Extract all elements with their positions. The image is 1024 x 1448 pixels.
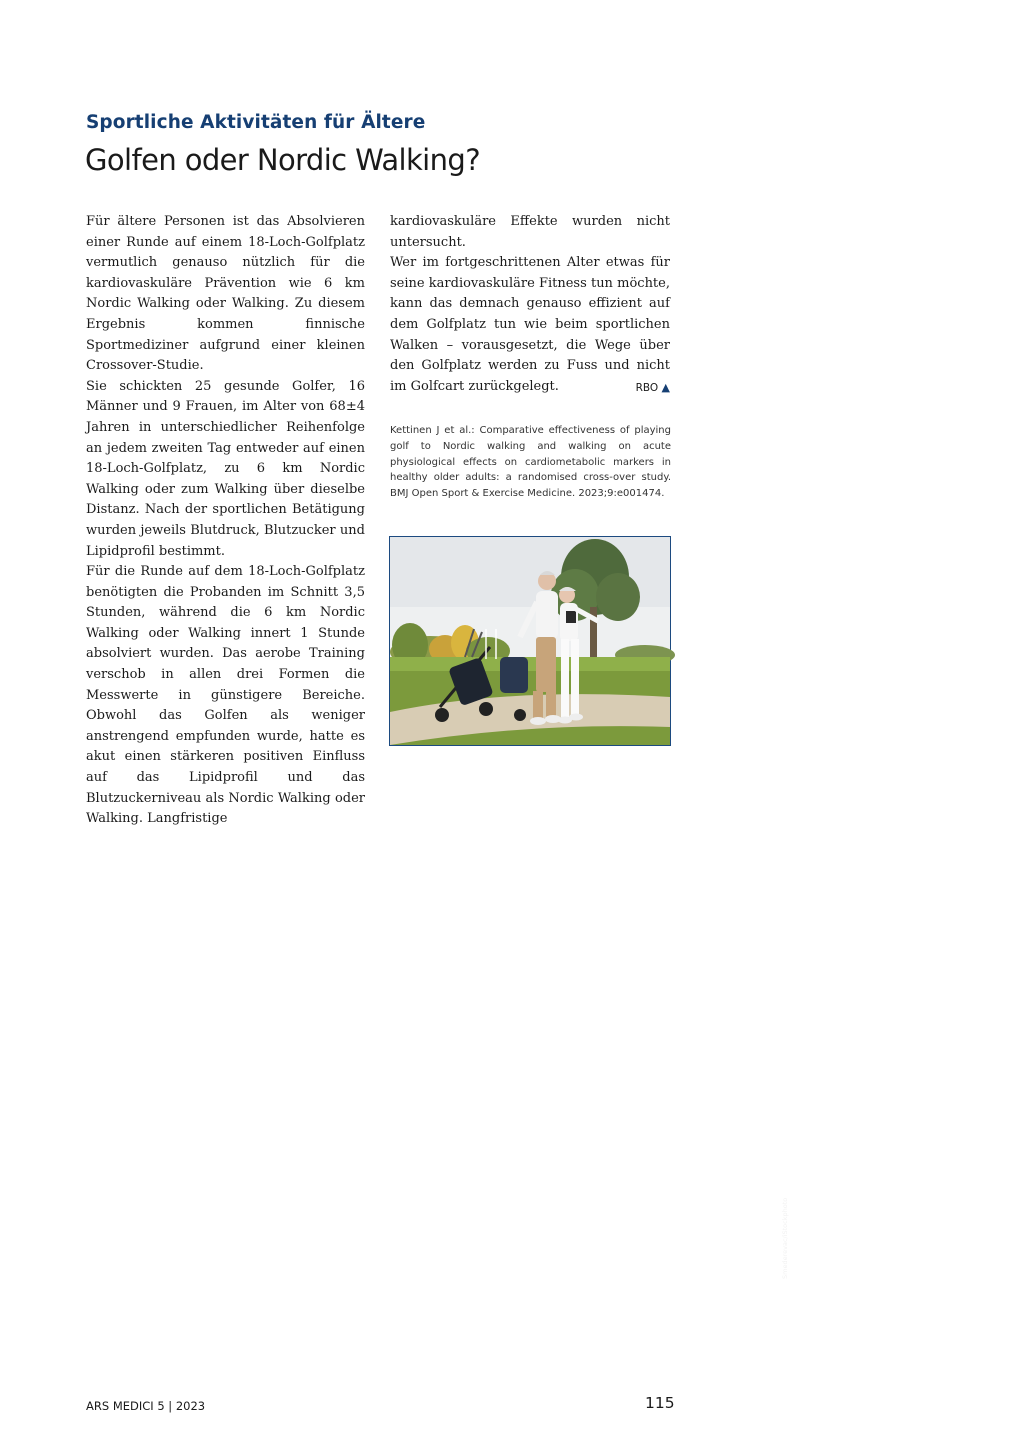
author-initials: RBO [635,381,659,394]
page-number: 115 [645,1394,675,1412]
reference-citation: Kettinen J et al.: Comparative effectiveness of playing golf to Nordic walking and walking on acute physiological effects on cardiometabolic markers in healthy older adults: a randomised cross-over study. BMJ Open Sport & Exercise Medicine. 2023;9:e001474. [390,425,671,500]
author-signature [636,378,670,399]
journal-issue: ARS MEDICI 5 | 2023 [86,1399,206,1413]
paragraph-method: Sie schickten 25 gesunde Golfer, 16 Männer und 9 Frauen, im Alter von 68±4 Jahren in unterschiedlicher Reihenfolge an jedem zweiten Tag entweder auf einen 18-Loch-Golfplatz, zu 6 km Nordic Walking oder zum Walking über dieselbe Distanz. Nach der sportlichen Betätigung wurden jeweils Blutdruck, Blutzucker und Lipidprofil bestimmt. [86,378,365,559]
article-title: Golfen oder Nordic Walking? [85,143,481,177]
paragraph-conclusion [390,253,670,397]
text-column-right [390,212,670,398]
article-photo [389,536,789,1279]
paragraph-continuation: kardiovaskuläre Effekte wurden nicht untersucht. [390,214,670,250]
conclusion-text: Wer im fortgeschrittenen Alter etwas für seine kardiovaskuläre Fitness tun möchte, kann das demnach genauso effizient auf dem Golfplatz tun wie beim sportlichen Walken – vorausgesetzt, die Wege über den Golfplatz werden zu Fuss und nicht im Golfcart zurückgelegt. [390,255,670,394]
text-column-left [86,212,365,830]
golfers-illustration [390,537,670,745]
paragraph-intro: Für ältere Personen ist das Absolvieren einer Runde auf einem 18-Loch-Golfplatz vermutlich genauso nützlich für die kardiovaskuläre Prävention wie 6 km Nordic Walking oder Walking. Zu diesem Ergebnis kommen finnische Sportmediziner aufgrund einer kleinen Crossover-Studie. [86,214,365,374]
article-kicker: Sportliche Aktivitäten für Ältere [86,112,426,133]
paragraph-results: Für die Runde auf dem 18-Loch-Golfplatz benötigten die Probanden im Schnitt 3,5 Stunden, während die 6 km Nordic Walking oder Walking innert 1 Stunde absolviert wurden. Das aerobe Training verschob in allen drei Formen die Messwerte in günstigere Bereiche. Obwohl das Golfen als weniger anstrengend empfunden wurde, hatte es akut einen stärkeren positiven Einfluss auf das Lipidprofil und das Blutzuckerniveau als Nordic Walking oder Walking. Langfristige [86,564,365,827]
photo-credit: Smederevac/iStockphoto [781,1197,789,1279]
end-marker-icon: ▲ [661,380,670,394]
